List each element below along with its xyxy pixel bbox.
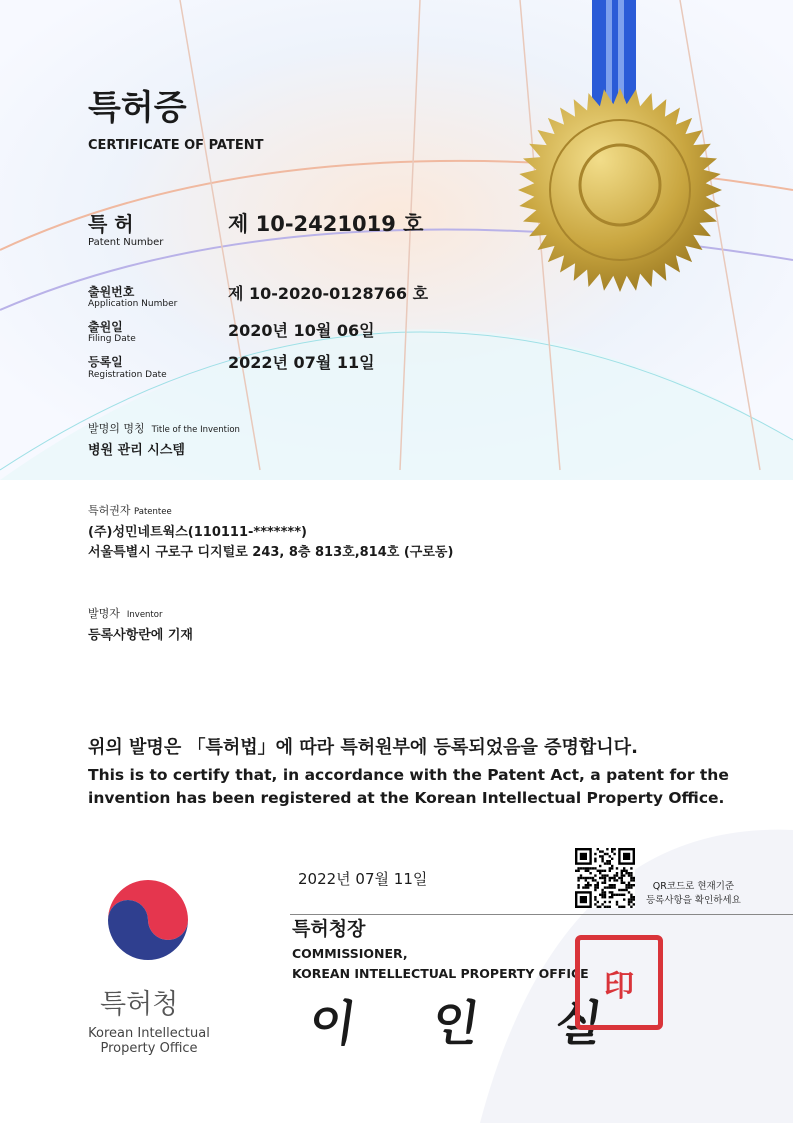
registration-date-value: 2022년 07월 11일: [228, 353, 375, 372]
filing-date-value: 2020년 10월 06일: [228, 321, 375, 340]
qr-caption-line2: 등록사항을 확인하세요: [646, 895, 741, 906]
application-number-label: 출원번호: [88, 285, 135, 299]
invention-label: [88, 420, 240, 436]
commissioner-title-en1: COMMISSIONER,: [292, 946, 408, 961]
kipo-logo-en: [84, 1026, 214, 1056]
inventor-value: 등록사항란에 기재: [88, 628, 193, 643]
issue-date: 2022년 07월 11일: [298, 870, 428, 888]
patent-number-label: 특 허: [88, 212, 134, 236]
statement-en-line1: This is to certify that, in accordance with the Patent Act, a patent for the: [88, 766, 729, 784]
registration-date-label: 등록일: [88, 355, 123, 369]
patentee-label: [88, 502, 172, 518]
inventor-label: [88, 605, 162, 621]
kipo-logo-en-line1: Korean Intellectual: [88, 1026, 210, 1041]
registration-date-label-en: Registration Date: [88, 370, 167, 380]
application-number-value: 제 10-2020-0128766 호: [228, 284, 429, 303]
patentee-label-ko: 특허권자: [88, 504, 131, 517]
filing-date-label: 출원일: [88, 320, 123, 334]
ribbon: [592, 0, 636, 112]
patent-number-value: 제 10-2421019 호: [228, 212, 424, 236]
inventor-label-ko: 발명자: [88, 607, 120, 620]
patentee-address: 서울특별시 구로구 디지털로 243, 8층 813호,814호 (구로동): [88, 545, 454, 560]
patent-number-label-en: Patent Number: [88, 237, 164, 248]
statement-en-line2: invention has been registered at the Korean Intellectual Property Office.: [88, 789, 725, 807]
qr-code-icon[interactable]: [575, 848, 635, 908]
commissioner-signature: 이 인 실: [305, 996, 636, 1052]
commissioner-title-en2: KOREAN INTELLECTUAL PROPERTY OFFICE: [292, 966, 589, 981]
divider: [290, 914, 793, 915]
patentee-label-en: Patentee: [134, 507, 172, 517]
invention-title: 병원 관리 시스템: [88, 443, 185, 458]
application-number-label-en: Application Number: [88, 299, 178, 309]
certificate-subtitle: CERTIFICATE OF PATENT: [88, 138, 264, 153]
patentee-name: (주)성민네트웍스(110111-*******): [88, 525, 307, 540]
official-stamp: 印: [575, 935, 663, 1030]
statement-ko: 위의 발명은 「특허법」에 따라 특허원부에 등록되었음을 증명합니다.: [88, 737, 638, 758]
qr-caption-line1: QR코드로 현재기준: [652, 881, 735, 892]
kipo-logo-icon: [100, 872, 196, 968]
filing-date-label-en: Filing Date: [88, 334, 136, 344]
kipo-logo-ko: 특허청: [100, 989, 179, 1020]
invention-label-ko: 발명의 명칭: [88, 422, 145, 435]
invention-label-en: Title of the Invention: [151, 425, 240, 435]
inventor-label-en: Inventor: [126, 610, 163, 620]
commissioner-title: 특허청장: [292, 918, 366, 940]
qr-caption: [646, 878, 741, 906]
certificate-title: 특허증: [88, 88, 187, 128]
kipo-logo-en-line2: Property Office: [100, 1041, 198, 1056]
gold-seal: [518, 88, 722, 292]
